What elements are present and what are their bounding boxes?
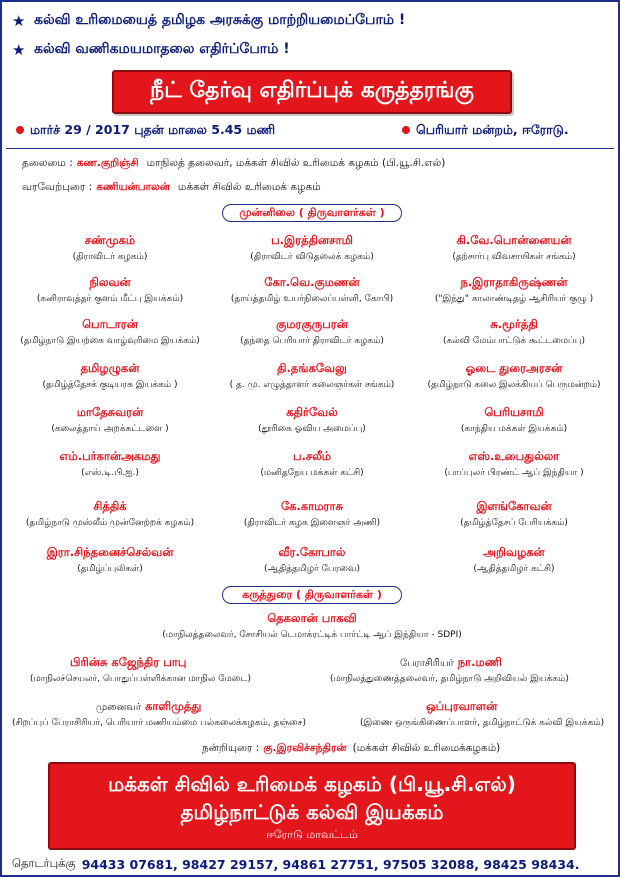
person-org: (கலைத்தாய் அறக்கட்டளை ): [51, 424, 169, 434]
person-org: (தமிழ்த்தேசப் பேரியக்கம்): [460, 518, 568, 528]
chair-label: தலைமை :: [22, 156, 73, 169]
person-name: ப.இரத்தினசாமி: [271, 233, 353, 247]
speaker-prefix: பேராசிரியர்: [400, 658, 454, 669]
person-org: (தூரிகை ஓவிய அமைப்பு): [258, 424, 366, 434]
slogan-2: [12, 39, 290, 61]
person-org: (எஸ்.டி.பி.ஐ.): [81, 468, 139, 478]
presence-person: [414, 360, 614, 392]
person-name: ந.இராதாகிருஷ்ணன்: [460, 275, 568, 289]
person-org: (திராவிடர் கழக இளைஞர் அணி): [243, 518, 381, 528]
person-org: (கனிராவுத்தர் குளம் மீட்பு இயக்கம்): [36, 294, 184, 304]
welcome-label: வரவேற்புரை :: [22, 180, 93, 193]
person-name: எஸ்.உபைதுல்லா: [468, 449, 560, 463]
person-name: இளங்கோவன்: [476, 499, 552, 513]
person-org: ( த. மு. எழுத்தாளர் கலைஞர்கள் சங்கம்): [229, 380, 395, 390]
chair-name: கண.குறிஞ்சி: [76, 156, 139, 169]
event-date: [16, 120, 275, 140]
person-name: பொடாரன்: [82, 317, 138, 331]
presence-person: [10, 544, 210, 576]
presence-person: [10, 316, 210, 348]
person-name: ப.சலீம்: [292, 449, 332, 463]
person-org: (தற்சார்பு விவசாயிகள் சங்கம்): [452, 252, 576, 262]
speaker-name: ஒப்புரவாளன்: [426, 699, 498, 713]
thanks-label: நன்றியுரை :: [202, 741, 260, 754]
divider: [6, 148, 614, 149]
presence-person: [10, 448, 210, 480]
event-title-banner: [112, 70, 512, 114]
speaker-org: (மாநிலத்தலைவர், சோசியல் டெமாக்ரட்டிக் பார்ட்டி ஆப் இந்தியா - SDPI): [162, 630, 462, 640]
person-org: (கல்வி மேம்பாட்டுக் கூட்டமைப்பு): [443, 336, 585, 346]
presence-person: [10, 360, 210, 392]
contact-line: [12, 854, 579, 874]
speaker: [30, 654, 251, 686]
speaker-org: (மாநிலத்துணைத்தலைவர், தமிழ்நாடு அறிவியல் இயக்கம்): [330, 674, 569, 684]
speaker-org: (சிறப்புப் பேராசிரியர், பெரியார் மணியம்மை பல்கலைக்கழகம், தஞ்சை): [12, 718, 307, 728]
event-venue: [402, 120, 569, 140]
event-venue-text: பெரியார் மன்றம், ஈரோடு.: [416, 121, 569, 137]
speaker-org: (இணை ஒருங்கிணைப்பாளர், தமிழ்நாட்டுக் கல்வி இயக்கம்): [360, 718, 605, 728]
speech-heading: கருத்துரை ( திருவாளர்கள் ): [222, 586, 402, 604]
presence-person: [212, 232, 412, 264]
thanks-line: [202, 739, 500, 757]
chair-desc: மாநிலத் தலைவர், மக்கள் சிவில் உரிமைக் கழகம் (பி.யூ.சி.எல்): [146, 156, 446, 169]
presence-person: [10, 232, 210, 264]
organizer-district: ஈரோடு மாவட்டம்: [266, 828, 358, 841]
person-org: (திராவிடர் கழகம்): [72, 252, 148, 262]
person-name: அறிவழகன்: [483, 545, 545, 559]
star-icon: ★: [12, 41, 26, 59]
person-name: கே.காமராசு: [281, 499, 343, 513]
person-name: சித்திக்: [93, 499, 127, 513]
presence-person: [414, 274, 614, 306]
speaker: [360, 698, 604, 730]
slogan-text: கல்வி உரிமையைத் தமிழக அரசுக்கு மாற்றியமைப்போம் !: [34, 12, 406, 28]
presence-person: [10, 498, 210, 530]
person-name: கி.வே.பொன்னையன்: [456, 233, 572, 247]
speaker: [162, 610, 462, 642]
contact-label: தொடர்புக்கு: [12, 856, 76, 870]
presence-person: [414, 316, 614, 348]
person-name: குமரகுருபரன்: [276, 317, 348, 331]
presence-person: [10, 404, 210, 436]
speaker-name: தெகலான் பாகவி: [267, 611, 357, 625]
person-org: (தாய்த்தமிழ் உயர்நிலைப்பள்ளி, கோபி): [230, 294, 394, 304]
welcome-name: கணியன்பாலன்: [96, 180, 170, 193]
speaker-org: (மாநிலச்செயலர், பொதுப்பள்ளிக்கான மாநில மேடை): [30, 674, 251, 684]
person-org: (ஆதித்தமிழர் பேரவை): [263, 564, 361, 574]
organizer-2: தமிழ்நாட்டுக் கல்வி இயக்கம்: [180, 800, 444, 824]
event-title: நீட் தேர்வு எதிர்ப்புக் கருத்தரங்கு: [150, 78, 474, 103]
presence-person: [414, 448, 614, 480]
bullet-icon: [16, 126, 24, 134]
person-name: மாதேசுவரன்: [76, 405, 144, 419]
presence-person: [212, 544, 412, 576]
person-org: ("இந்து" காலாண்டிதழ் ஆசிரியர் குழு ): [434, 294, 594, 304]
person-org: (காந்திய மக்கள் இயக்கம்): [460, 424, 568, 434]
person-org: (மனிதநேய மக்கள் கட்சி): [260, 468, 364, 478]
presence-person: [414, 232, 614, 264]
presence-person: [212, 498, 412, 530]
organizers-banner: [48, 762, 576, 850]
thanks-name: கு.இரவிச்சந்திரன்: [263, 741, 347, 754]
presence-person: [212, 360, 412, 392]
slogan-text: கல்வி வணிகமயமாதலை எதிர்ப்போம் !: [34, 41, 290, 57]
person-name: இரா.சிந்தனைச்செல்வன்: [46, 545, 174, 559]
welcome-desc: மக்கள் சிவில் உரிமைக் கழகம்: [177, 180, 321, 193]
speaker-name: பிரின்சு கஜேந்திர பாபு: [70, 655, 187, 669]
person-org: (தமிழ்நாடு கலை இலக்கியப் பெருமன்றம்): [427, 380, 601, 390]
person-org: (தந்தை பெரியார் திராவிடர் கழகம்): [240, 336, 384, 346]
person-org: (தமிழ்நாடு இயற்கை வாழ்வுரிமை இயக்கம்): [20, 336, 200, 346]
person-name: சு.மூர்த்தி: [490, 317, 538, 331]
person-name: தமிழழுகன்: [80, 361, 140, 375]
speaker-name: காளிமுத்து: [145, 699, 202, 713]
speaker-name: நா.மணி: [457, 655, 502, 669]
speaker: [330, 654, 569, 686]
person-name: எம்.பர்கான்அகமது: [59, 449, 161, 463]
person-name: சண்முகம்: [84, 233, 136, 247]
presence-person: [212, 316, 412, 348]
presence-person: [414, 498, 614, 530]
welcome-line: [22, 178, 321, 196]
person-name: தி.தங்கவேலு: [277, 361, 347, 375]
presence-person: [212, 448, 412, 480]
presence-person: [212, 404, 412, 436]
person-name: கோ.வெ.குமணன்: [264, 275, 360, 289]
contact-numbers: 94433 07681, 98427 29157, 94861 27751, 97505 32088, 98425 98434.: [81, 856, 580, 872]
person-name: நிலவன்: [89, 275, 131, 289]
person-org: (தமிழ்ப்புலிகள்): [77, 564, 143, 574]
presence-person: [414, 404, 614, 436]
presence-person: [212, 274, 412, 306]
person-org: (திராவிடர் விடுதலைக் கழகம்): [250, 252, 374, 262]
bullet-icon: [402, 126, 410, 134]
person-org: (பாப்புலர் பிரண்ட் ஆப் இந்தியா ): [444, 468, 584, 478]
speaker: [12, 698, 306, 730]
chair-line: [22, 154, 445, 172]
speaker-prefix: முனைவர்: [96, 702, 142, 713]
person-name: கதிர்வேல்: [286, 405, 338, 419]
person-org: (ஆதித்தமிழர் கட்சி): [473, 564, 555, 574]
event-date-text: மார்ச் 29 / 2017 புதன் மாலை 5.45 மணி: [30, 121, 276, 137]
person-org: (தமிழ்நாடு முஸ்லீம் முன்னேற்றக் கழகம்): [25, 518, 195, 528]
thanks-desc: (மக்கள் சிவில் உரிமைக்கழகம்): [352, 741, 501, 754]
slogan-1: [12, 10, 405, 32]
presence-heading: முன்னிலை ( திருவாளர்கள் ): [222, 204, 402, 222]
organizer-1: மக்கள் சிவில் உரிமைக் கழகம் (பி.யூ.சி.எல்): [108, 772, 516, 796]
presence-person: [414, 544, 614, 576]
person-name: பெரியசாமி: [484, 405, 544, 419]
person-name: ஓடை துரைஅரசன்: [465, 361, 563, 375]
person-name: வீர.கோபால்: [278, 545, 346, 559]
presence-person: [10, 274, 210, 306]
person-org: (தமிழ்த்தேசக் குடியரசு இயக்கம் ): [42, 380, 178, 390]
star-icon: ★: [12, 12, 26, 30]
